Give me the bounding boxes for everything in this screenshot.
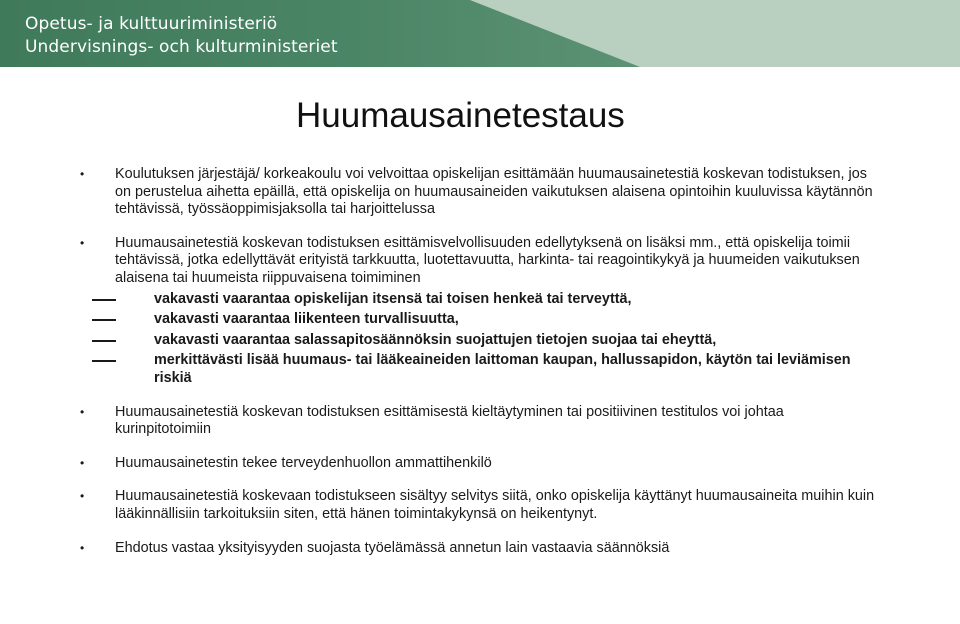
sub-bullet-list: [115, 291, 880, 388]
bullet-icon: •: [80, 167, 85, 181]
bullet-item: [80, 404, 880, 439]
ministry-name-swedish: Undervisnings- och kulturministeriet: [25, 37, 338, 57]
bullet-item: [80, 455, 880, 473]
bullet-item: [80, 235, 880, 388]
dash-icon: [92, 340, 116, 342]
dash-icon: [92, 299, 116, 301]
bullet-item: [80, 540, 880, 558]
sub-bullet-text: merkittävästi lisää huumaus- tai lääkeaineiden laittoman kaupan, hallussapidon, käytön tai leviämisen riskiä: [154, 352, 851, 386]
sub-bullet-text: vakavasti vaarantaa salassapitosäännöksin suojattujen tietojen suojaa tai eheyttä,: [154, 331, 717, 348]
sub-bullet-item: [116, 332, 880, 350]
bullet-item: [80, 166, 880, 219]
sub-bullet-item: [116, 311, 880, 329]
bullet-text: Ehdotus vastaa yksityisyyden suojasta työelämässä annetun lain vastaavia säännöksiä: [115, 539, 670, 556]
sub-bullet-text: vakavasti vaarantaa opiskelijan itsensä tai toisen henkeä tai terveyttä,: [154, 290, 632, 307]
bullet-text: Huumausainetestiä koskevan todistuksen esittämisestä kieltäytyminen tai positiivinen testitulos voi johtaa kurinpitotoimiin: [115, 403, 784, 438]
dash-icon: [92, 319, 116, 321]
bullet-icon: •: [80, 235, 85, 250]
bullet-item: [80, 488, 880, 523]
bullet-icon: •: [80, 455, 85, 470]
bullet-text: Huumausainetestin tekee terveydenhuollon ammattihenkilö: [115, 454, 492, 471]
slide-title: Huumausainetestaus: [296, 96, 625, 135]
ministry-header-band: [0, 0, 960, 67]
bullet-icon: •: [80, 489, 85, 504]
bullet-list: [80, 166, 880, 573]
sub-bullet-item: [116, 291, 880, 309]
sub-bullet-item: [116, 352, 880, 387]
bullet-text: Koulutuksen järjestäjä/ korkeakoulu voi velvoittaa opiskelijan esittämään huumausainetestiä koskevan todistuksen, jos on perustelua aihetta epäillä, että opiskelija on huumausaineiden vaikutuksen alaisena opintoihin kuuluvissa käytännön tehtävissä, työssäoppimisjaksolla tai harjoittelussa: [115, 166, 873, 218]
bullet-text: Huumausainetestiä koskevan todistuksen esittämisvelvollisuuden edellytyksenä on lisäksi mm., että opiskelija toimii tehtävissä, jotka edellyttävät erityistä tarkkuutta, luotettavuutta, harkinta- tai reagointikykyä ja huumeiden vaikutuksen alaisena tai huumeista riippuvaisena toimiminen: [115, 234, 860, 286]
bullet-text: Huumausainetestiä koskevaan todistukseen sisältyy selvitys siitä, onko opiskelija käyttänyt huumausaineita muihin kuin lääkinnällisiin tarkoituksiin siten, että hänen toimintakykynsä on heikentynyt.: [115, 488, 875, 522]
bullet-icon: •: [80, 540, 85, 555]
sub-bullet-text: vakavasti vaarantaa liikenteen turvallisuutta,: [154, 311, 459, 328]
bullet-icon: •: [80, 404, 85, 419]
ministry-name-finnish: Opetus- ja kulttuuriministeriö: [25, 14, 278, 34]
dash-icon: [92, 360, 116, 362]
